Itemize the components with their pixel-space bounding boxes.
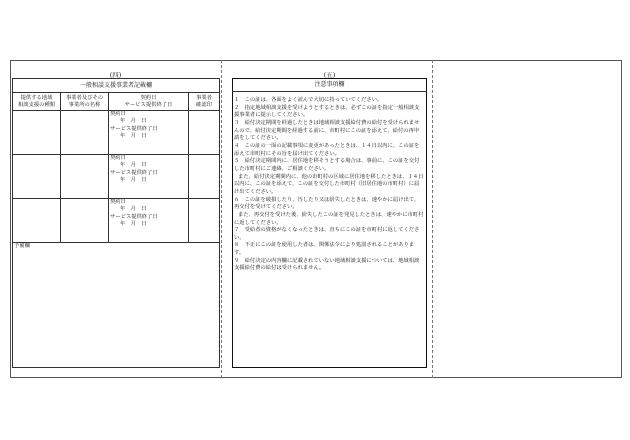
entry-provider-name[interactable] — [61, 199, 109, 243]
header-provider-name: 事業者及びその 事業所の名称 — [61, 93, 109, 111]
panel-number-4: (四) — [109, 71, 122, 79]
entry-service-type[interactable] — [13, 199, 61, 243]
note-item: ６ この証を破損したり、汚したり又は紛失したときは、速やかに届け出て、再交付を受けてください。 — [234, 196, 420, 211]
entry-seal[interactable] — [189, 111, 220, 155]
entry-dates[interactable]: 契約日 年 月 日 サービス提供終了日 年 月 日 — [109, 155, 189, 199]
entry-seal[interactable] — [189, 199, 220, 243]
header-seal: 事業者 確認印 — [189, 93, 220, 111]
note-item: ９ 給付決定の内容欄に記載されていない地域相談支援については、地域相談支援給付費の給付は受けられません。 — [234, 257, 420, 272]
note-item: ５ 給付決定期間内に、居住地を移そうとする場合は、事前に、この証を交付した市町村にご連絡、ご相談ください。 — [234, 158, 420, 172]
note-item: また、再交付を受けた後、紛失したこの証を発見したときは、速やかに市町村に返してください。 — [234, 211, 424, 226]
note-item: ３ 給付決定期間を経過したときは地域相談支援給付費の給付を受けられませんので、給付決定期間を経過する前に、市町村にこの証を添えて、給付の再申請をしてください。 — [234, 119, 420, 142]
consultation-provider-table — [12, 78, 220, 368]
note-item: ２ 指定地域相談支援を受けようとするときは、必ずこの証を指定一般相談支援事業者に提示してください。 — [234, 104, 420, 119]
entry-provider-name[interactable] — [61, 155, 109, 199]
entry-service-type[interactable] — [13, 111, 61, 155]
reserve-field[interactable]: 予備欄 — [13, 243, 220, 368]
entry-service-type[interactable] — [13, 155, 61, 199]
note-item: また、給付決定期間内に、他の市町村の区域に居住地を移したときは、１４日以内に、この証を添えて、この証を交付した市町村（旧居住地の市町村）に届け出てください。 — [234, 173, 424, 195]
header-service-type: 提供する地域 相談支援の種類 — [13, 93, 61, 111]
notes-list — [234, 97, 424, 273]
header-dates: 契約日 サービス提供終了日 — [109, 93, 189, 111]
note-item: ７ 受給者の資格がなくなったときは、直ちにこの証を市町村に返してください。 — [234, 227, 420, 241]
note-item: ４ この証の一面の記載事項に変更があったときは、１４日以内に、この証を添えて市町村にその旨を届け出てください。 — [234, 142, 420, 157]
fold-line-right — [432, 60, 433, 378]
entry-dates[interactable]: 契約日 年 月 日 サービス提供終了日 年 月 日 — [109, 111, 189, 155]
entry-seal[interactable] — [189, 155, 220, 199]
entry-dates[interactable]: 契約日 年 月 日 サービス提供終了日 年 月 日 — [109, 199, 189, 243]
fold-line-left — [221, 60, 222, 378]
panel-number-5: (五) — [323, 71, 336, 79]
note-item: ８ 不正にこの証を使用した者は、関係法令により処罰されることがあります。 — [234, 242, 415, 257]
entry-provider-name[interactable] — [61, 111, 109, 155]
table-title: 一般相談支援事業者記載欄 — [13, 79, 220, 93]
note-item: １ この証は、各面をよく読んで大切に持っていてください。 — [234, 97, 383, 103]
notes-title: 注意事項欄 — [232, 78, 427, 92]
